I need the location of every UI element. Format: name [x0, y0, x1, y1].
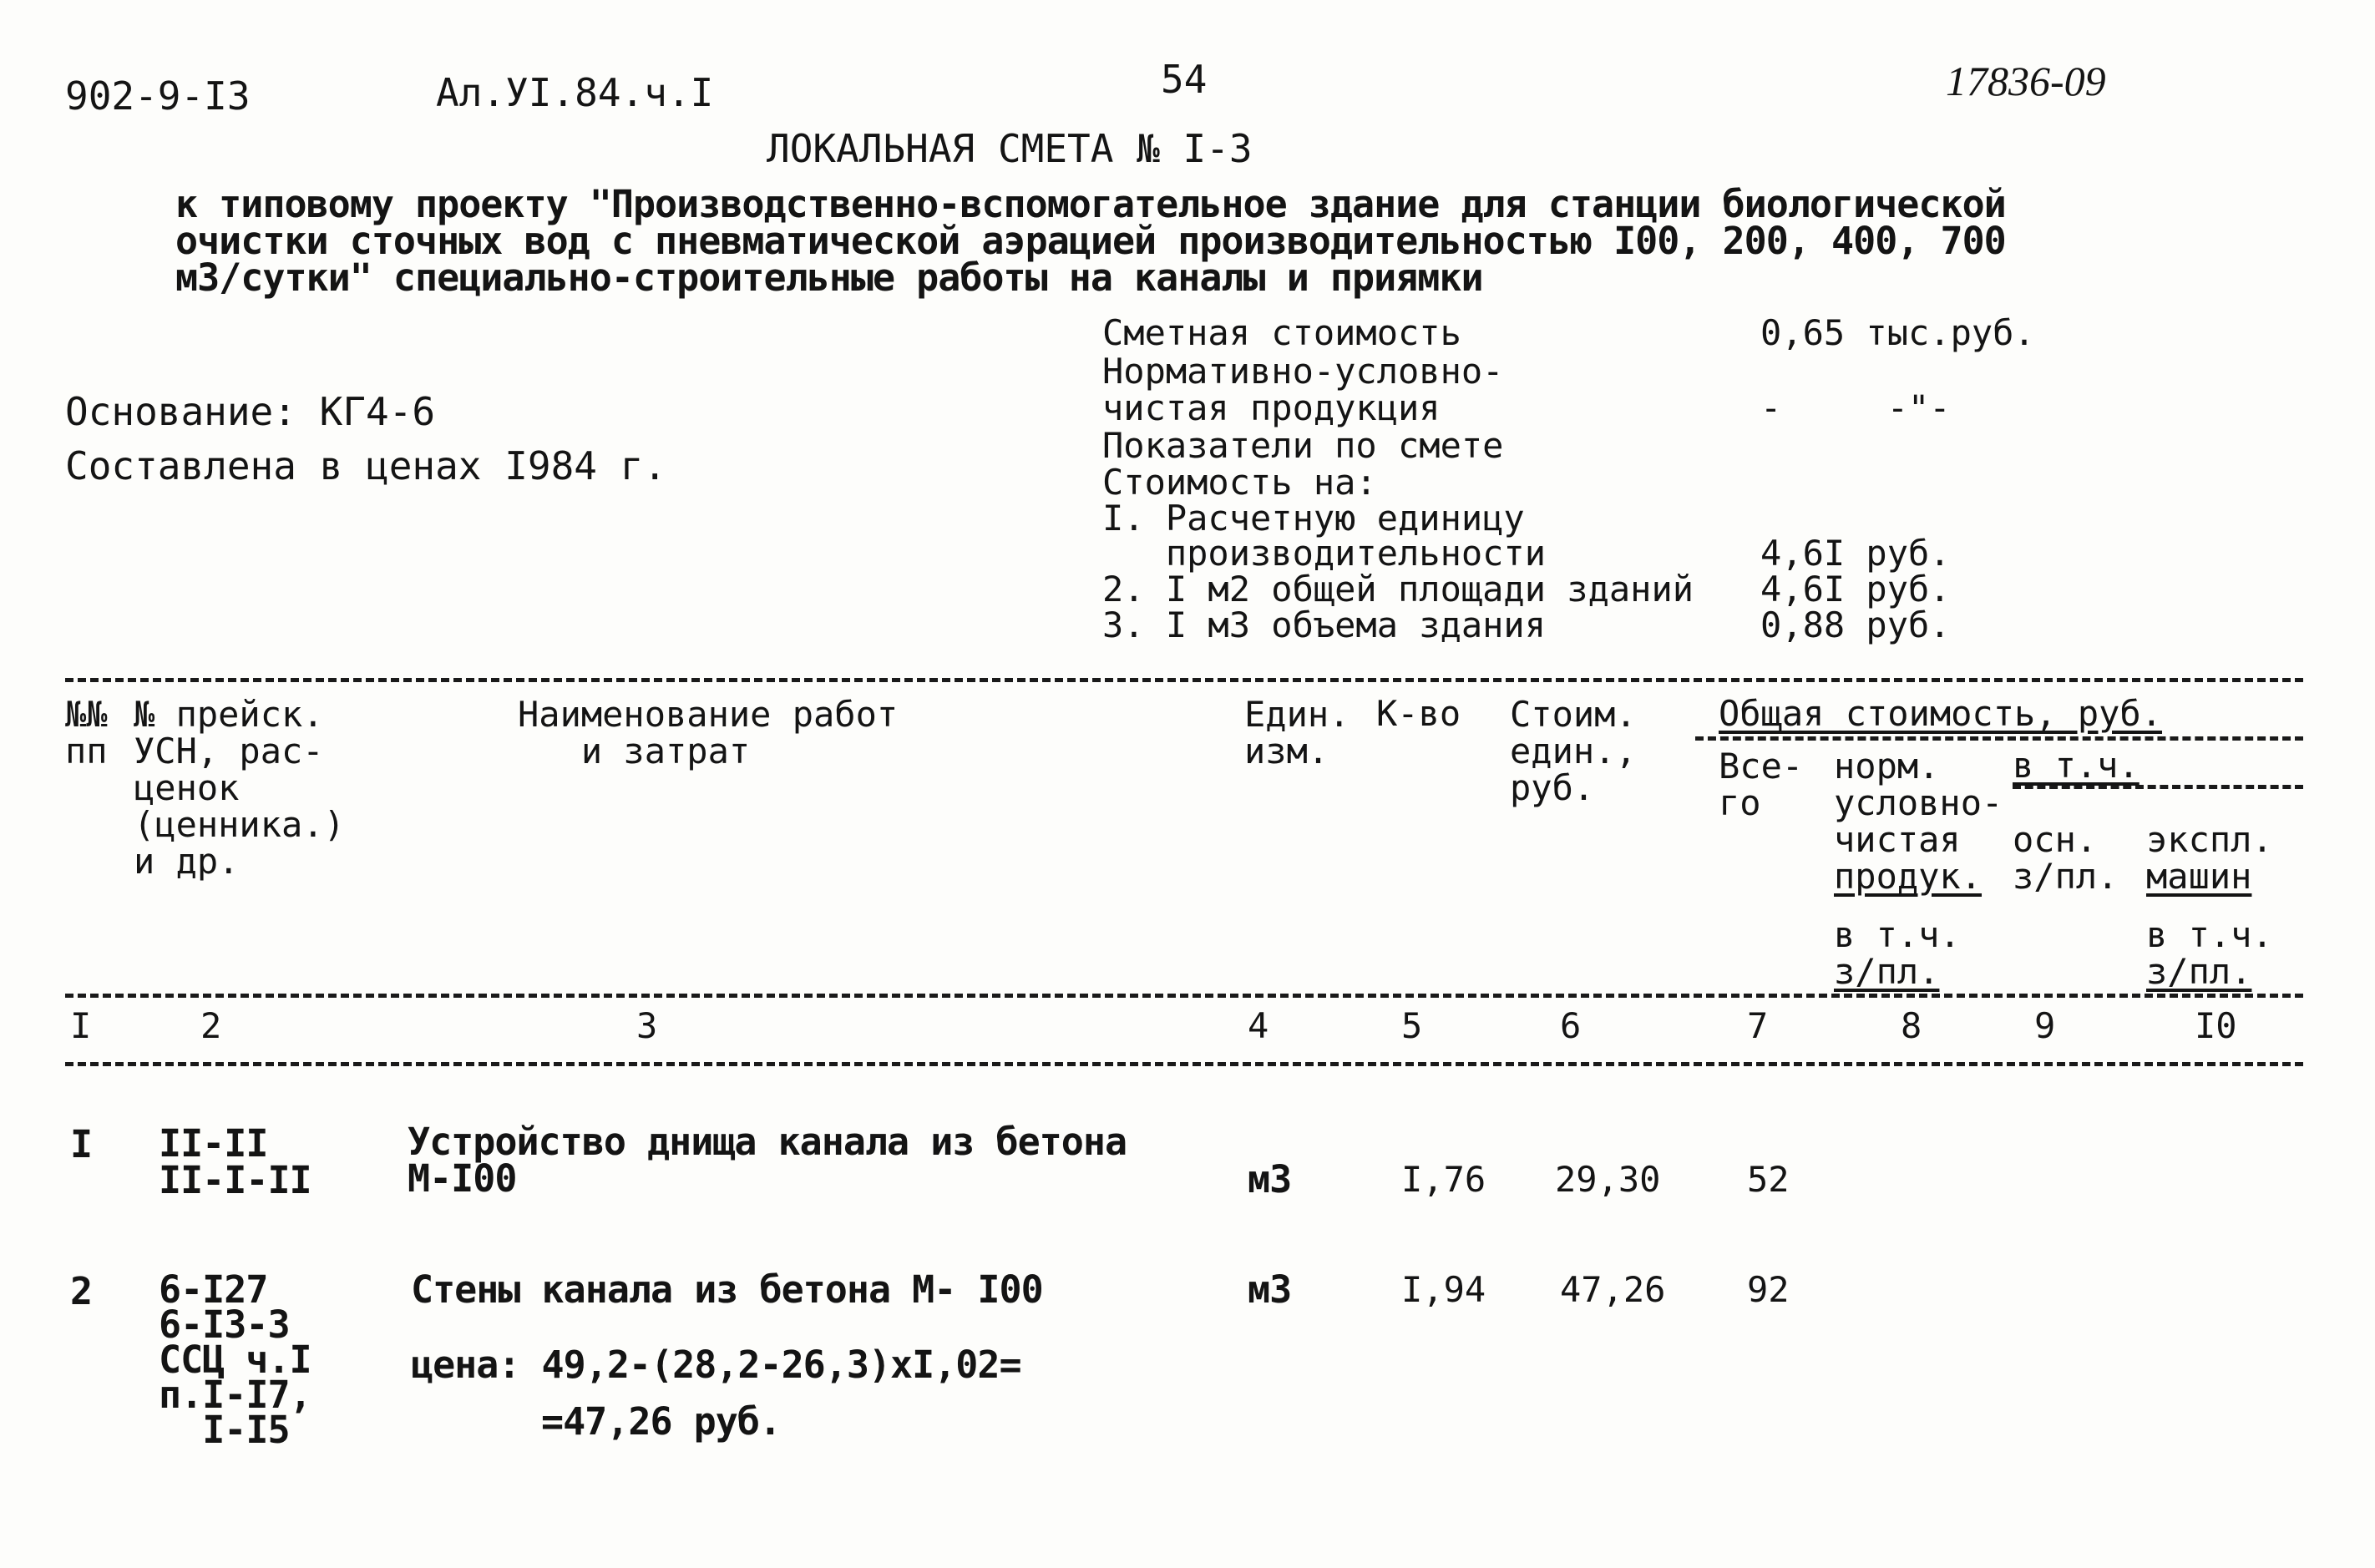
col-mach-sub-header: в т.ч. з/пл. [2146, 914, 2273, 992]
document-title: ЛОКАЛЬНАЯ СМЕТА № I-3 [767, 126, 1253, 171]
numbers-bottom-rule [65, 1062, 2303, 1066]
row-2-calc-line-1: цена: 49,2-(28,2-26,3)хI,02= [411, 1343, 1021, 1387]
indicator-3-label: 3. I м3 объема здания [1102, 604, 1547, 645]
estimated-cost-value: 0,65 тыс.руб. [1760, 312, 2035, 353]
col-code-header: № прейск. УСН, рас- ценок (ценника.) и др. [134, 694, 345, 882]
nucp-label-line-2: чистая продукция [1102, 387, 1441, 428]
subject-line-1: к типовому проекту "Производственно-вспомогательное здание для станции биологической [175, 182, 2006, 226]
col-number-3: 3 [636, 1005, 658, 1046]
indicator-2-value: 4,6I руб. [1760, 569, 1951, 609]
col-mach-header: экспл. машин [2146, 819, 2273, 897]
col-incl-header: в т.ч. [2013, 745, 2140, 786]
col-number-2: 2 [200, 1005, 222, 1046]
row-2-calc-line-2: =47,26 руб. [541, 1399, 782, 1444]
col-osn-header: осн. з/пл. [2013, 819, 2119, 897]
col-number-5: 5 [1401, 1005, 1423, 1046]
col-number-1: I [70, 1005, 92, 1046]
row-2-unit: м3 [1248, 1267, 1292, 1312]
table-top-rule [65, 678, 2303, 682]
estimated-cost-label: Сметная стоимость [1102, 312, 1461, 353]
row-2-no: 2 [70, 1269, 93, 1313]
row-1-unit: м3 [1248, 1157, 1292, 1201]
indicators-label: Показатели по смете [1102, 425, 1504, 466]
col-number-7: 7 [1747, 1005, 1769, 1046]
col-unit-header: Един. изм. [1244, 694, 1350, 771]
archive-number: 17836-09 [1946, 58, 2106, 104]
row-1-code: II-II II-I-II [159, 1121, 311, 1202]
col-total-header: Все- го [1719, 746, 1804, 823]
album-reference: Ал.УI.84.ч.I [436, 70, 714, 115]
col-no-header: №№ пп [65, 694, 108, 771]
row-2-code: 6-I27 6-I3-3 ССЦ ч.I п.I-I7, I-I5 [159, 1267, 311, 1452]
document-code: 902-9-I3 [65, 73, 251, 119]
indicator-1-line-1: I. Расчетную единицу [1102, 498, 1525, 539]
nucp-label-line-1: Нормативно-условно- [1102, 351, 1504, 392]
col-qty-header: К-во [1376, 693, 1461, 734]
col-name-header: Наименование работ и затрат [518, 694, 899, 771]
nucp-value: - -"- [1760, 387, 1951, 428]
basis-line: Основание: КГ4-6 [65, 389, 436, 434]
subject-line-3: м3/сутки" специально-строительные работы на каналы и приямки [175, 255, 1483, 300]
col-price-header: Стоим. един., руб. [1510, 694, 1637, 808]
subject-line-2: очистки сточных вод с пневматической аэрацией производительностью I00, 200, 400, 700 [175, 219, 2006, 263]
col-number-10: I0 [2195, 1005, 2237, 1046]
page-number: 54 [1161, 57, 1208, 102]
row-1-price: 29,30 [1555, 1159, 1661, 1200]
col-number-4: 4 [1248, 1005, 1269, 1046]
indicator-2-label: 2. I м2 общей площади зданий [1102, 569, 1694, 609]
row-2-name: Стены канала из бетона М- I00 [411, 1267, 1043, 1312]
cost-on-label: Стоимость на: [1102, 462, 1377, 503]
row-1-no: I [70, 1122, 93, 1166]
row-2-total: 92 [1747, 1269, 1790, 1310]
prices-line: Составлена в ценах I984 г. [65, 443, 667, 488]
row-1-total: 52 [1747, 1159, 1790, 1200]
indicator-1-value: 4,6I руб. [1760, 533, 1951, 574]
row-1-name: Устройство днища канала из бетона М-I00 [408, 1120, 1127, 1201]
col-number-8: 8 [1901, 1005, 1922, 1046]
row-2-qty: I,94 [1401, 1269, 1486, 1310]
row-1-qty: I,76 [1401, 1159, 1486, 1200]
col-total-group-header: Общая стоимость, руб. [1719, 693, 2163, 734]
col-norm-sub-header: в т.ч. з/пл. [1834, 914, 1961, 992]
indicator-1-line-2: производительности [1102, 533, 1547, 574]
total-group-rule [1695, 736, 2303, 741]
header-bottom-rule [65, 994, 2303, 998]
col-number-9: 9 [2034, 1005, 2056, 1046]
row-2-price: 47,26 [1560, 1269, 1666, 1310]
indicator-3-value: 0,88 руб. [1760, 604, 1951, 645]
col-norm-header: норм. условно- чистая продук. [1834, 746, 2003, 897]
col-number-6: 6 [1560, 1005, 1582, 1046]
